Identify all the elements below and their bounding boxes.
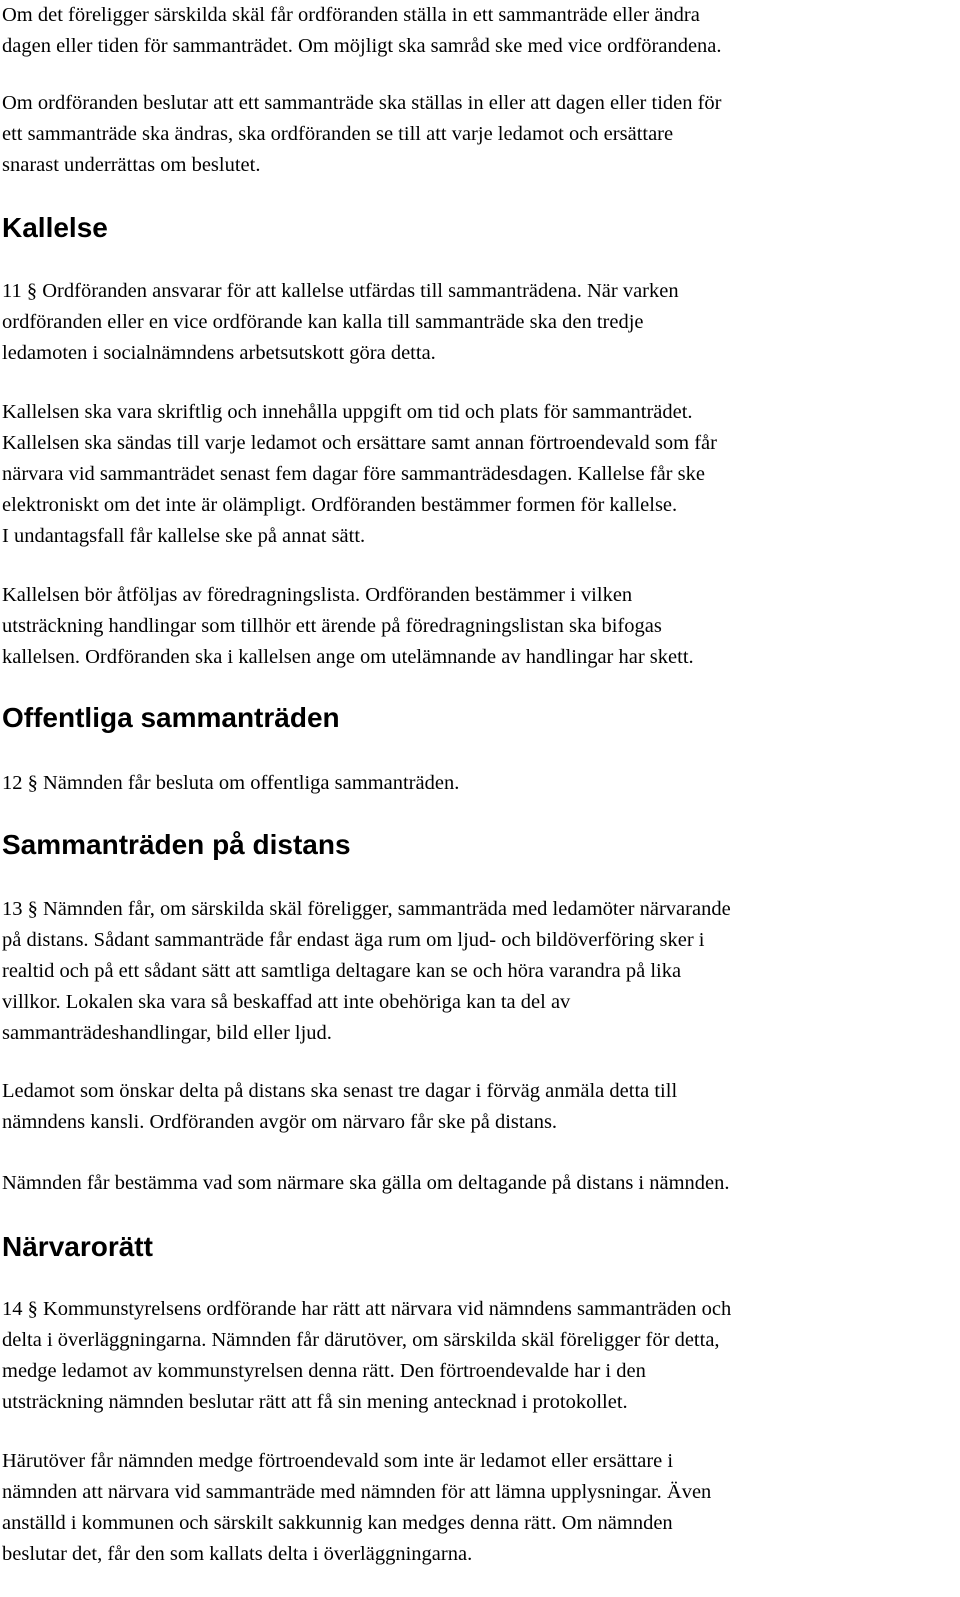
text-line: ledamoten i socialnämndens arbetsutskott göra detta. <box>2 342 436 364</box>
text-line: realtid och på ett sådant sätt att samtliga deltagare kan se och höra varandra på lika <box>2 960 682 982</box>
text-line: Om ordföranden beslutar att ett sammanträde ska ställas in eller att dagen eller tiden för <box>2 92 722 114</box>
text-line: Ledamot som önskar delta på distans ska senast tre dagar i förväg anmäla detta till <box>2 1080 678 1102</box>
text-line: anställd i kommunen och särskilt sakkunnig kan medges denna rätt. Om nämnden <box>2 1512 673 1534</box>
text-line: beslutar det, får den som kallats delta i överläggningarna. <box>2 1543 473 1565</box>
text-line: villkor. Lokalen ska vara så beskaffad att inte obehöriga kan ta del av <box>2 991 571 1013</box>
paragraph-notify-members <box>2 88 950 181</box>
text-line: Om det föreligger särskilda skäl får ordföranden ställa in ett sammanträde eller ändra <box>2 4 700 26</box>
heading-narvarorratt: Närvarorätt <box>2 1231 153 1262</box>
text-line: dagen eller tiden för sammanträdet. Om möjligt ska samråd ske med vice ordförandena. <box>2 35 722 57</box>
text-line: ett sammanträde ska ändras, ska ordföranden se till att varje ledamot och ersättare <box>2 123 674 145</box>
text-line: 11 § Ordföranden ansvarar för att kallelse utfärdas till sammanträdena. När varken <box>2 280 679 302</box>
paragraph-section-12 <box>2 768 950 799</box>
text-line: delta i överläggningarna. Nämnden får därutöver, om särskilda skäl föreligger för detta, <box>2 1329 720 1351</box>
heading-sammantraden-pa-distans: Sammanträden på distans <box>2 829 351 860</box>
text-line: Nämnden får bestämma vad som närmare ska gälla om deltagande på distans i nämnden. <box>2 1172 730 1194</box>
text-line: på distans. Sådant sammanträde får endast äga rum om ljud- och bildöverföring sker i <box>2 929 705 951</box>
text-line: kallelsen. Ordföranden ska i kallelsen ange om utelämnande av handlingar har skett. <box>2 646 694 668</box>
paragraph-distans-rules <box>2 1168 950 1199</box>
paragraph-cancel-meeting <box>2 0 950 62</box>
text-line: elektroniskt om det inte är olämpligt. Ordföranden bestämmer formen för kallelse. <box>2 494 678 516</box>
text-line: sammanträdeshandlingar, bild eller ljud. <box>2 1022 332 1044</box>
text-line: 12 § Nämnden får besluta om offentliga sammanträden. <box>2 772 460 794</box>
text-line: utsträckning nämnden beslutar rätt att få sin mening antecknad i protokollet. <box>2 1391 628 1413</box>
text-line: Kallelsen ska vara skriftlig och innehålla uppgift om tid och plats för sammanträdet. <box>2 401 693 423</box>
paragraph-section-13 <box>2 894 950 1049</box>
paragraph-agenda <box>2 580 950 673</box>
paragraph-section-14 <box>2 1294 950 1418</box>
paragraph-section-11 <box>2 276 950 369</box>
text-line: medge ledamot av kommunstyrelsen denna rätt. Den förtroendevalde har i den <box>2 1360 646 1382</box>
text-line: Härutöver får nämnden medge förtroendevald som inte är ledamot eller ersättare i <box>2 1450 674 1472</box>
text-line: ordföranden eller en vice ordförande kan kalla till sammanträde ska den tredje <box>2 311 644 333</box>
paragraph-distans-notice <box>2 1076 950 1138</box>
text-line: nämnden att närvara vid sammanträde med nämnden för att lämna upplysningar. Även <box>2 1481 712 1503</box>
text-line: snarast underrättas om beslutet. <box>2 154 261 176</box>
text-line: Kallelsen bör åtföljas av föredragningslista. Ordföranden bestämmer i vilken <box>2 584 633 606</box>
text-line: Kallelsen ska sändas till varje ledamot och ersättare samt annan förtroendevald som får <box>2 432 717 454</box>
paragraph-other-attendees <box>2 1446 950 1570</box>
text-line: närvara vid sammanträdet senast fem dagar före sammanträdesdagen. Kallelse får ske <box>2 463 705 485</box>
text-line: nämndens kansli. Ordföranden avgör om närvaro får ske på distans. <box>2 1111 558 1133</box>
text-line: 14 § Kommunstyrelsens ordförande har rätt att närvara vid nämndens sammanträden och <box>2 1298 732 1320</box>
text-line: I undantagsfall får kallelse ske på annat sätt. <box>2 525 366 547</box>
text-line: utsträckning handlingar som tillhör ett ärende på föredragningslistan ska bifogas <box>2 615 662 637</box>
heading-offentliga-sammantraden: Offentliga sammanträden <box>2 702 340 733</box>
heading-kallelse: Kallelse <box>2 212 108 243</box>
paragraph-kallelse-written <box>2 397 950 552</box>
text-line: 13 § Nämnden får, om särskilda skäl föreligger, sammanträda med ledamöter närvarande <box>2 898 731 920</box>
